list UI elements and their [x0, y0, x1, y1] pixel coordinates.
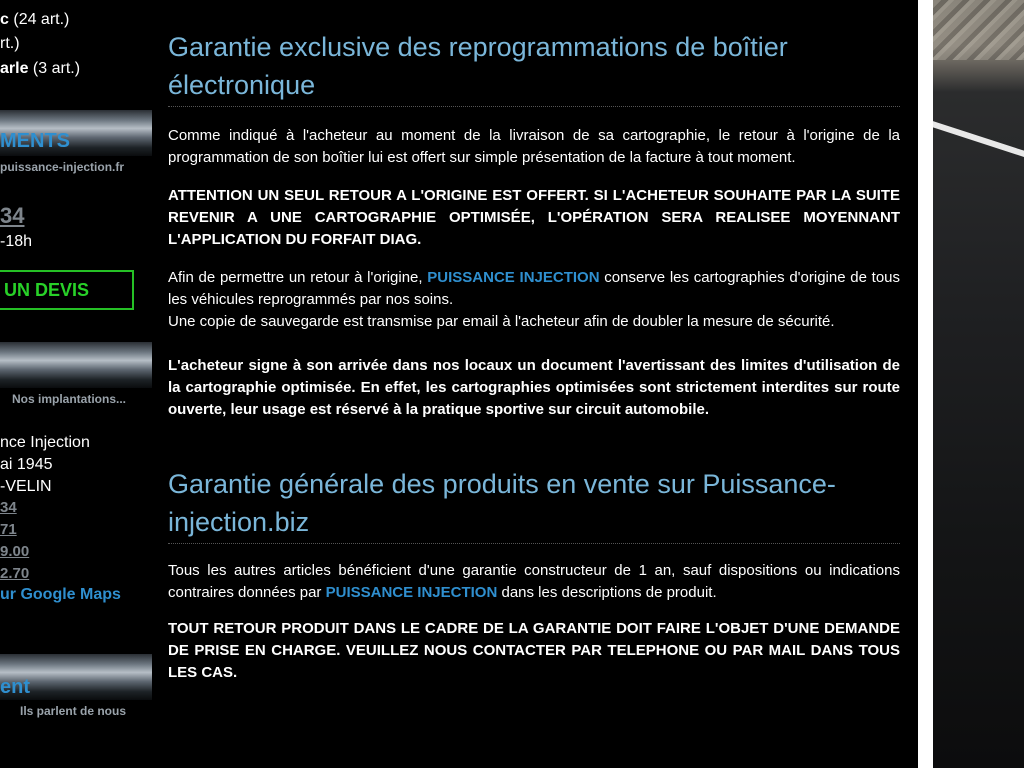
phone-link[interactable]: 34	[0, 499, 17, 516]
address-line: ai 1945	[0, 456, 53, 473]
section-title-general-guarantee: Garantie générale des produits en vente sur Puissance-injection.biz	[168, 465, 900, 544]
sidebar-section-title: ent	[0, 676, 30, 698]
request-quote-button[interactable]: UN DEVIS	[0, 270, 134, 310]
photo-road-line	[933, 118, 1024, 167]
address-line: -VELIN	[0, 478, 52, 495]
press-subtitle[interactable]: Ils parlent de nous	[20, 704, 127, 718]
warning-paragraph: ATTENTION UN SEUL RETOUR A L'ORIGINE EST OFFERT. SI L'ACHETEUR SOUHAITE PAR LA SUITE REVENIR A UNE CARTOGRAPHIE OPTIMISÉE, L'OPÉRATION SERA REALISEE MOYENNANT L'APPLICATION DU FORFAIT DIAG.	[168, 187, 900, 248]
address-line: nce Injection	[0, 434, 90, 451]
section-title-exclusive-guarantee: Garantie exclusive des reprogrammations de boîtier électronique	[168, 28, 900, 107]
main-content	[152, 0, 918, 768]
gps-link[interactable]: 9.00	[0, 543, 30, 560]
category-item[interactable]: c (24 art.)	[0, 11, 70, 28]
phone-number-link[interactable]: 34	[0, 203, 25, 228]
paragraph: Comme indiqué à l'acheteur au moment de la livraison de sa cartographie, le retour à l'origine de la programmation de son boîtier lui est offert sur simple présentation de la facture à tout moment.	[168, 127, 900, 166]
phone-link[interactable]: 71	[0, 521, 17, 538]
category-item[interactable]: arle (3 art.)	[0, 60, 81, 77]
photo-rocks	[933, 0, 1024, 60]
page-gutter	[918, 0, 933, 768]
track-photo	[933, 0, 1024, 768]
sidebar-section-header	[0, 654, 152, 700]
opening-hours: -18h	[0, 233, 33, 250]
left-sidebar	[0, 0, 152, 768]
circuit-usage-paragraph: L'acheteur signe à son arrivée dans nos locaux un document l'avertissant des limites d'utilisation de la cartographie optimisée. En effet, les cartographies optimisées sont strictement interdites sur route ouverte, leur usage est réservé à la pratique sportive sur circuit automobile.	[168, 357, 900, 418]
paragraph: Tous les autres articles bénéficient d'une garantie constructeur de 1 an, sauf dispositions ou indications contraires données par PUISSANCE INJECTION dans les descriptions de produit.	[168, 562, 900, 601]
site-domain: puissance-injection.fr	[0, 160, 125, 174]
gps-link[interactable]: 2.70	[0, 565, 30, 582]
paragraph: Afin de permettre un retour à l'origine, PUISSANCE INJECTION conserve les cartographies d'origine de tous les véhicules reprogrammés par nos soins. Une copie de sauvegarde est transmise par email à l'acheteur afin de doubler la mesure de sécurité.	[168, 269, 901, 330]
brand-name: PUISSANCE INJECTION	[427, 269, 600, 286]
google-maps-link[interactable]: ur Google Maps	[0, 586, 121, 603]
sidebar-section-title: MENTS	[0, 130, 70, 152]
category-item[interactable]: rt.)	[0, 35, 20, 52]
sidebar-section-header	[0, 110, 152, 156]
locations-subtitle: Nos implantations...	[12, 392, 127, 406]
brand-name: PUISSANCE INJECTION	[325, 584, 498, 601]
sidebar-section-header	[0, 342, 152, 388]
content-column	[168, 28, 900, 684]
return-policy-paragraph: TOUT RETOUR PRODUIT DANS LE CADRE DE LA GARANTIE DOIT FAIRE L'OBJET D'UNE DEMANDE DE PRISE EN CHARGE. VEUILLEZ NOUS CONTACTER PAR TELEPHONE OU PAR MAIL DANS TOUS LES CAS.	[168, 620, 900, 681]
